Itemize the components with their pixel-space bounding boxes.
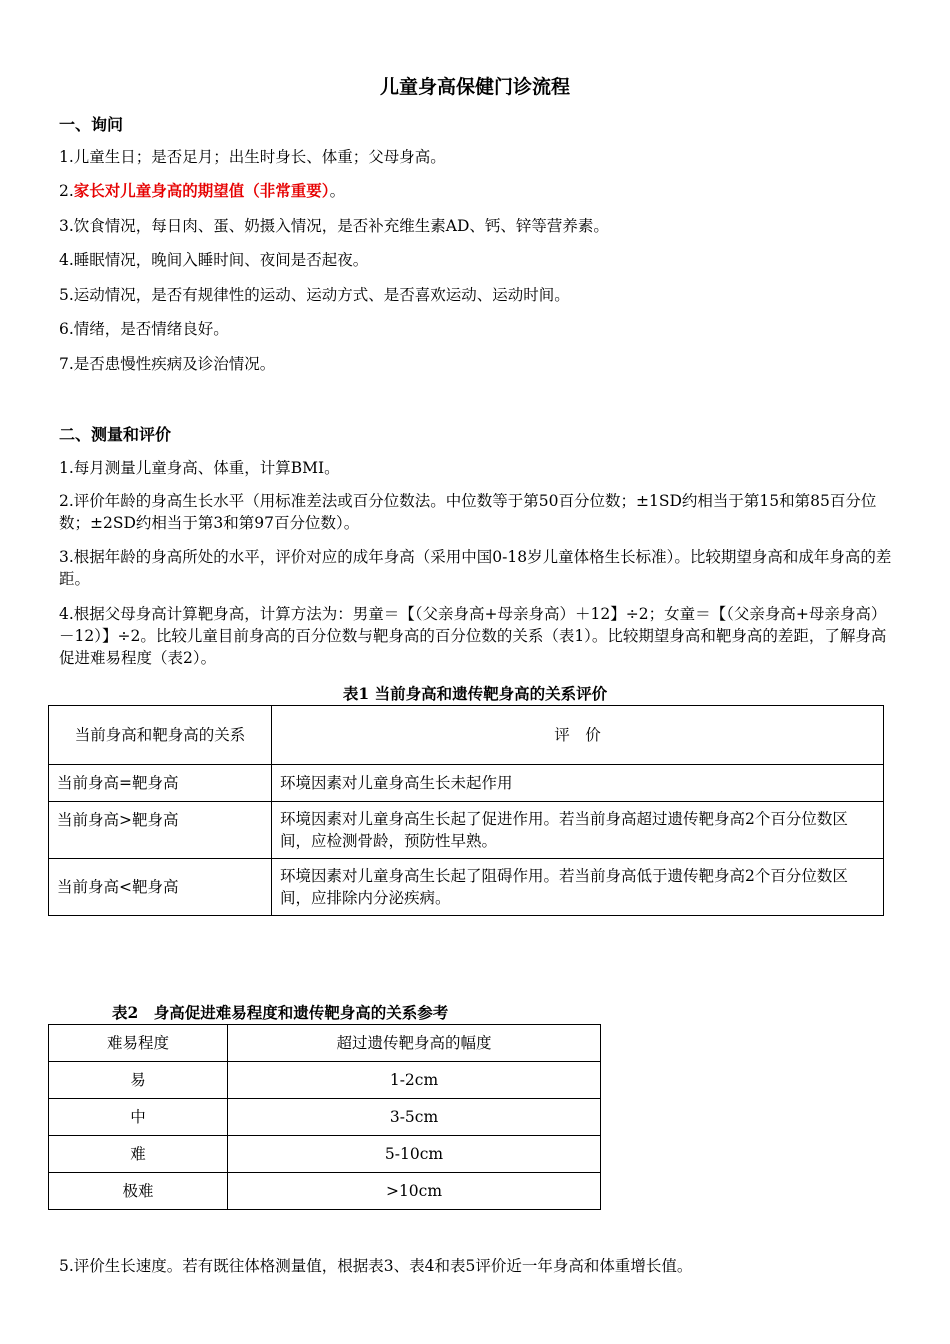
table2-cell: 3-5cm — [228, 1099, 601, 1136]
table-row — [49, 1099, 601, 1136]
table2-cell: 极难 — [49, 1173, 228, 1210]
table1-cell: 当前身高>靶身高 — [49, 802, 272, 859]
table1-header-cell: 当前身高和靶身高的关系 — [49, 706, 272, 765]
table2-header-row — [49, 1025, 601, 1062]
table1-caption: 表1 当前身高和遗传靶身高的关系评价 — [342, 684, 608, 703]
section1-item-2 — [59, 180, 894, 202]
section2-item-5: 5.评价生长速度。若有既往体格测量值，根据表3、表4和表5评价近一年身高和体重增长值。 — [59, 1257, 693, 1275]
table2-cell: >10cm — [228, 1173, 601, 1210]
item2-suffix: 。 — [329, 182, 346, 200]
table-row — [49, 802, 884, 859]
section1-item-5: 5.运动情况，是否有规律性的运动、运动方式、是否喜欢运动、运动时间。 — [59, 286, 570, 304]
section1-heading: 一、询问 — [59, 115, 124, 134]
section1-item-1: 1.儿童生日；是否足月；出生时身长、体重；父母身高。 — [59, 148, 446, 166]
table2-cell: 5-10cm — [228, 1136, 601, 1173]
section1-item-4: 4.睡眠情况，晚间入睡时间、夜间是否起夜。 — [59, 251, 369, 269]
table1-cell: 当前身高<靶身高 — [49, 859, 272, 916]
section2-item-3: 3.根据年龄的身高所处的水平，评价对应的成年身高（采用中国0-18岁儿童体格生长标准）。比较期望身高和成年身高的差距。 — [59, 548, 892, 588]
table2 — [48, 1024, 601, 1210]
table-row — [49, 1136, 601, 1173]
table2-cell: 易 — [49, 1062, 228, 1099]
table1-header-row — [49, 706, 884, 765]
table2-caption: 表2 身高促进难易程度和遗传靶身高的关系参考 — [112, 1003, 449, 1022]
table2-cell: 中 — [49, 1099, 228, 1136]
document-title: 儿童身高保健门诊流程 — [379, 76, 570, 98]
table1-cell: 环境因素对儿童身高生长起了促进作用。若当前身高超过遗传靶身高2个百分位数区间，应检测骨龄，预防性早熟。 — [272, 802, 884, 859]
table1-header-cell: 评 价 — [272, 706, 884, 765]
table2-cell: 难 — [49, 1136, 228, 1173]
table1-cell: 环境因素对儿童身高生长起了阻碍作用。若当前身高低于遗传靶身高2个百分位数区间，应排除内分泌疾病。 — [272, 859, 884, 916]
table2-header-cell: 难易程度 — [49, 1025, 228, 1062]
section2-item-2: 2.评价年龄的身高生长水平（用标准差法或百分位数法。中位数等于第50百分位数；±1SD约相当于第15和第85百分位数；±2SD约相当于第3和第97百分位数）。 — [59, 492, 877, 532]
section2-item-1: 1.每月测量儿童身高、体重，计算BMI。 — [59, 459, 340, 477]
table1-cell: 环境因素对儿童身高生长未起作用 — [272, 765, 884, 802]
item2-prefix: 2. — [59, 182, 74, 200]
section1-item-6: 6.情绪，是否情绪良好。 — [59, 320, 229, 338]
table-row — [49, 765, 884, 802]
section1-item-7: 7.是否患慢性疾病及诊治情况。 — [59, 355, 276, 373]
table2-cell: 1-2cm — [228, 1062, 601, 1099]
table-row — [49, 1173, 601, 1210]
section2-item-4: 4.根据父母身高计算靶身高，计算方法为：男童＝【（父亲身高+母亲身高）＋12】÷2；女童＝【（父亲身高+母亲身高）－12）】÷2。比较儿童目前身高的百分位数与靶身高的百分位数的关系（表1）。比较期望身高和靶身高的差距，了解身高促进难易程度（表2）。 — [59, 605, 887, 667]
section2-heading: 二、测量和评价 — [59, 425, 172, 444]
table-row — [49, 859, 884, 916]
item2-emphasis: 家长对儿童身高的期望值（非常重要） — [73, 181, 330, 200]
table-row — [49, 1062, 601, 1099]
table2-header-cell: 超过遗传靶身高的幅度 — [228, 1025, 601, 1062]
table1-cell: 当前身高=靶身高 — [49, 765, 272, 802]
table1 — [48, 705, 884, 916]
section1-item-3: 3.饮食情况，每日肉、蛋、奶摄入情况，是否补充维生素AD、钙、锌等营养素。 — [59, 217, 609, 235]
